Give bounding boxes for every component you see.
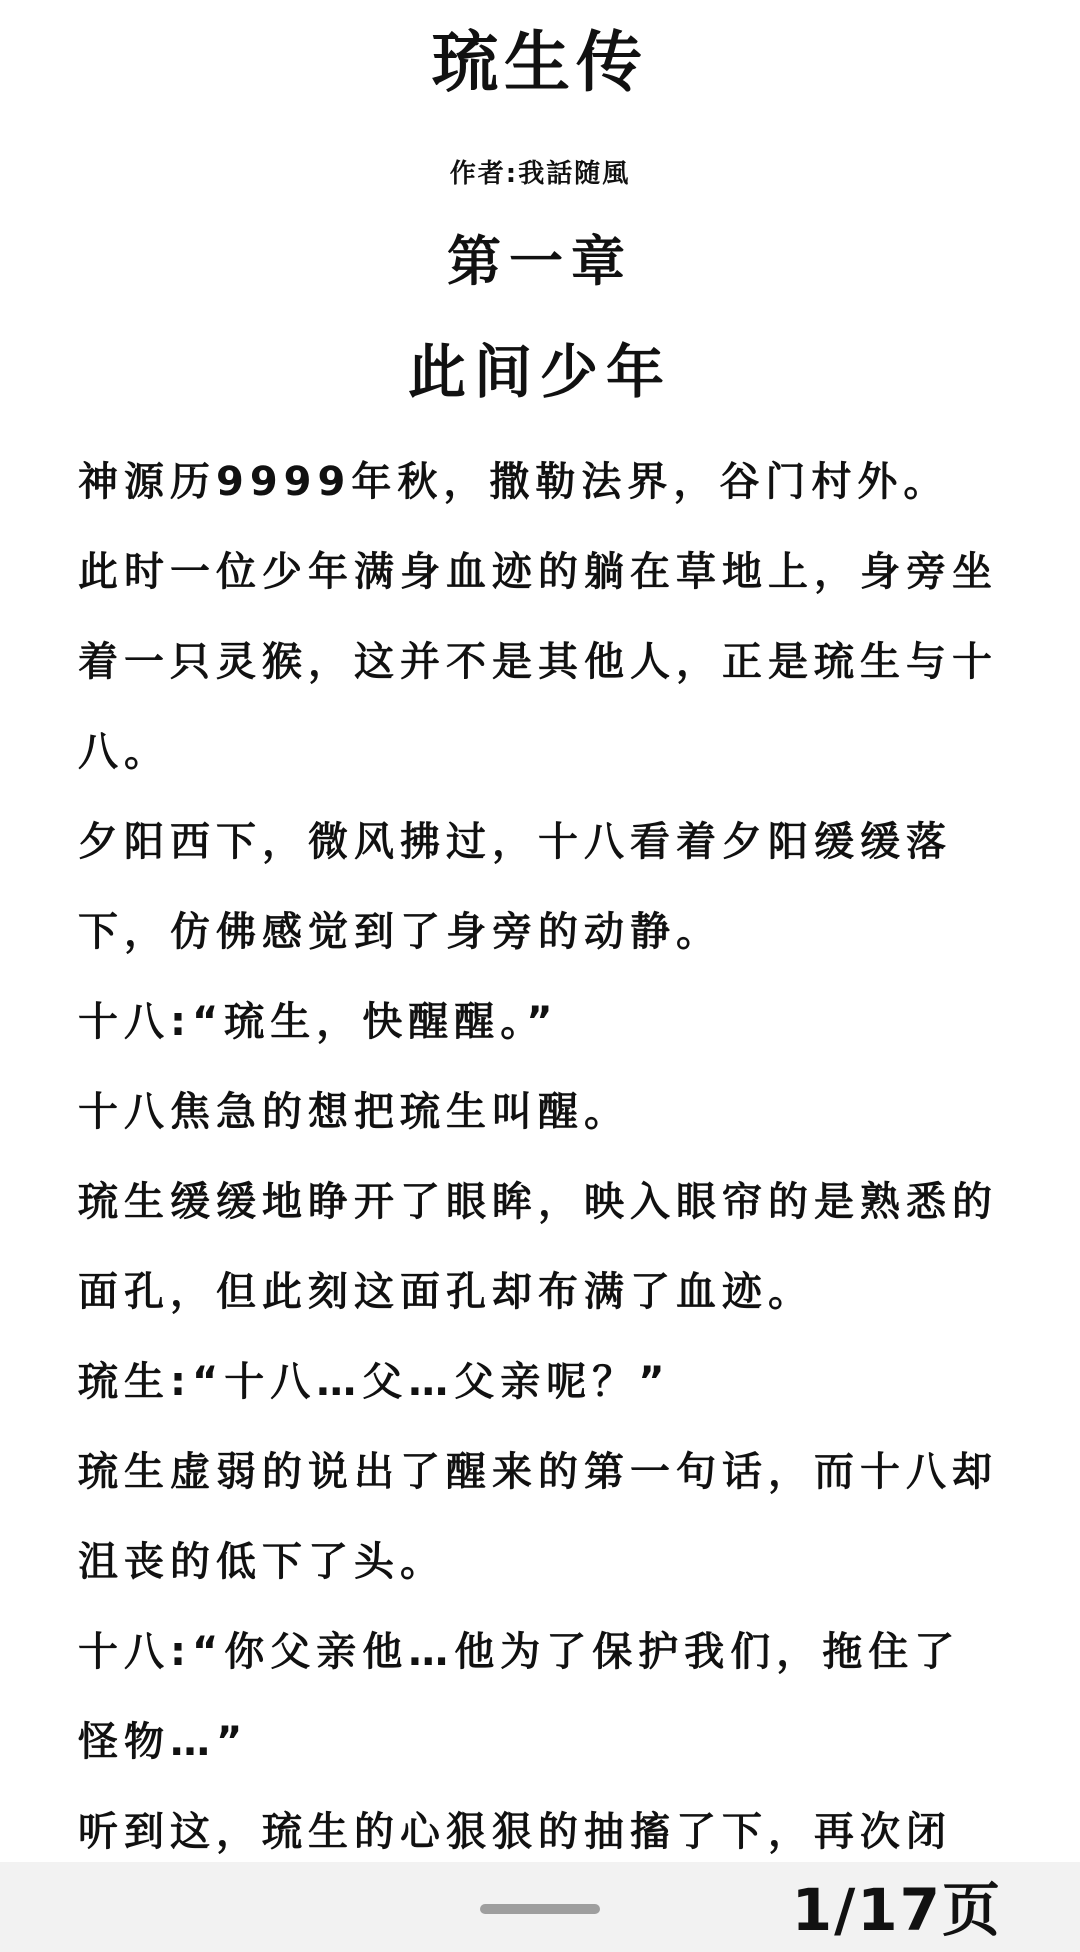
chapter-title: 此间少年 <box>407 338 672 406</box>
chapter-body <box>78 437 998 1862</box>
book-title: 琉生传 <box>432 24 648 101</box>
paragraph: 十八:“你父亲他…他为了保护我们，拖住了怪物…” <box>78 1629 961 1765</box>
author-line: 作者:我話随風 <box>449 159 631 189</box>
paragraph: 听到这，琉生的心狠狠的抽搐了下，再次闭 <box>78 1809 952 1855</box>
paragraph: 此时一位少年满身血迹的躺在草地上，身旁坐着一只灵猴，这并不是其他人，正是琉生与十八。 <box>78 549 998 775</box>
paragraph: 十八:“琉生，快醒醒。” <box>78 999 559 1045</box>
paragraph: 夕阳西下，微风拂过，十八看着夕阳缓缓落下，仿佛感觉到了身旁的动静。 <box>78 819 952 955</box>
gesture-handle[interactable] <box>480 1904 600 1914</box>
paragraph: 琉生:“十八…父…父亲呢？” <box>78 1359 671 1405</box>
paragraph: 神源历9999年秋，撒勒法界，谷门村外。 <box>78 459 950 505</box>
paragraph: 琉生缓缓地睁开了眼眸，映入眼帘的是熟悉的面孔，但此刻这面孔却布满了血迹。 <box>78 1179 998 1315</box>
bottom-bar <box>0 1862 1080 1952</box>
chapter-number: 第一章 <box>447 230 633 293</box>
paragraph: 琉生虚弱的说出了醒来的第一句话，而十八却沮丧的低下了头。 <box>78 1449 998 1585</box>
page-indicator: 1/17页 <box>791 1876 1002 1944</box>
paragraph: 十八焦急的想把琉生叫醒。 <box>78 1089 630 1135</box>
